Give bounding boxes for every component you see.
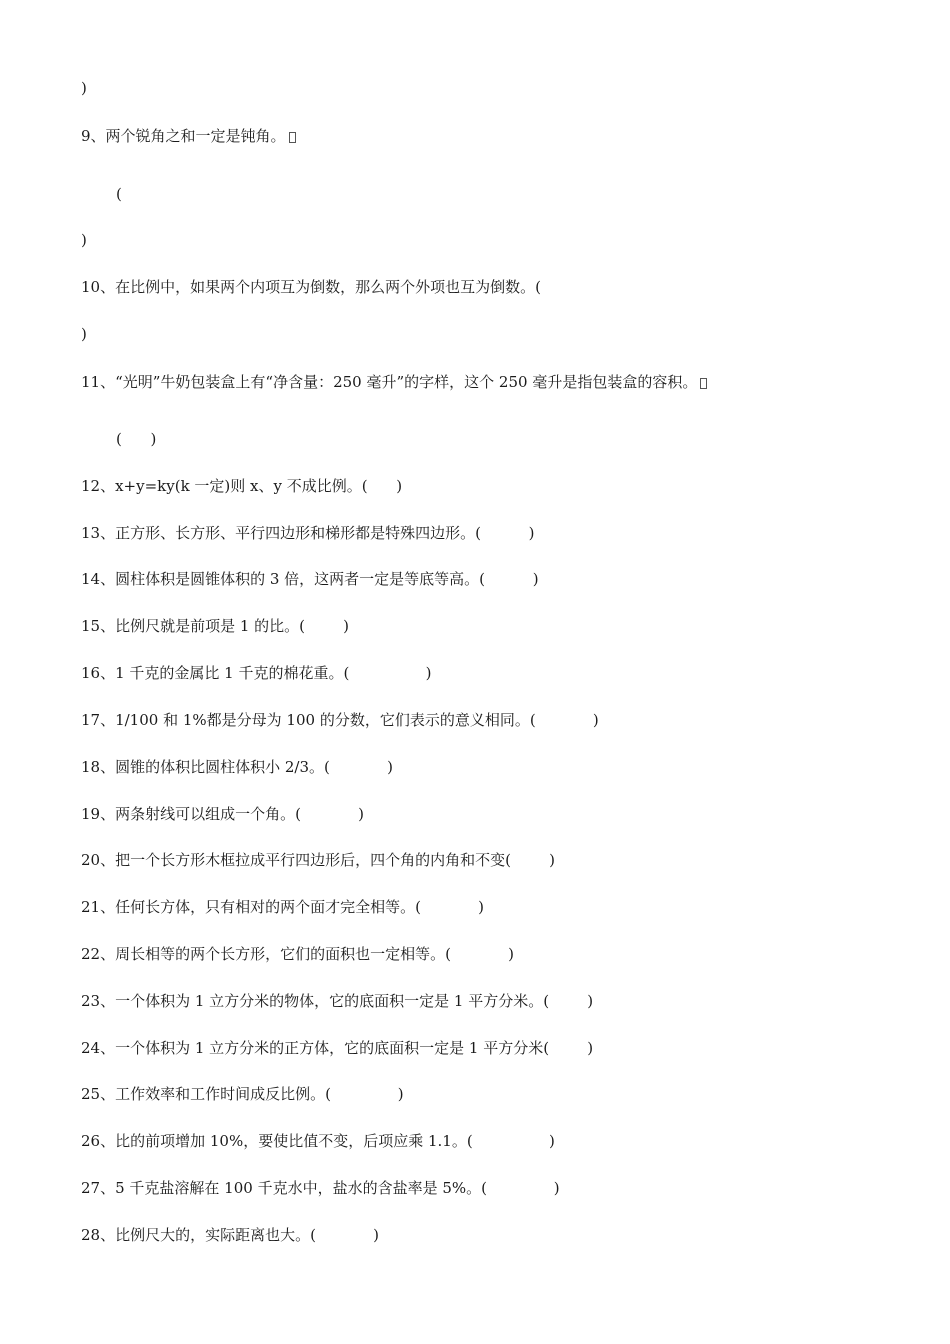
question-25: 25、工作效率和工作时间成反比例。( ) bbox=[81, 1085, 404, 1103]
question-16: 16、1 千克的金属比 1 千克的棉花重。( ) bbox=[81, 664, 432, 682]
question-17: 17、1/100 和 1%都是分母为 100 的分数，它们表示的意义相同。( ) bbox=[81, 711, 599, 729]
question-14: 14、圆柱体积是圆锥体积的 3 倍，这两者一定是等底等高。( ) bbox=[81, 570, 539, 588]
question-21: 21、任何长方体，只有相对的两个面才完全相等。( ) bbox=[81, 898, 485, 916]
answer-close-paren: ) bbox=[81, 231, 87, 249]
question-19: 19、两条射线可以组成一个角。( ) bbox=[81, 805, 365, 823]
question-11 bbox=[81, 372, 707, 392]
question-9 bbox=[81, 126, 296, 146]
question-text: 11、“光明”牛奶包装盒上有“净含量：250 毫升”的字样，这个 250 毫升是指包装盒的容积。 bbox=[81, 373, 698, 391]
answer-close-paren: ) bbox=[81, 79, 87, 97]
question-15: 15、比例尺就是前项是 1 的比。( ) bbox=[81, 617, 350, 635]
question-28: 28、比例尺大的，实际距离也大。( ) bbox=[81, 1226, 380, 1244]
question-18: 18、圆锥的体积比圆柱体积小 2/3。( ) bbox=[81, 758, 393, 776]
question-12: 12、x+y=ky(k 一定)则 x、y 不成比例。( ) bbox=[81, 477, 403, 495]
answer-open-paren: ( bbox=[116, 185, 122, 203]
question-10: 10、在比例中，如果两个内项互为倒数，那么两个外项也互为倒数。( bbox=[81, 278, 541, 296]
question-26: 26、比的前项增加 10%，要使比值不变，后项应乘 1.1。( ) bbox=[81, 1132, 555, 1150]
question-22: 22、周长相等的两个长方形，它们的面积也一定相等。( ) bbox=[81, 945, 515, 963]
question-13: 13、正方形、长方形、平行四边形和梯形都是特殊四边形。( ) bbox=[81, 524, 535, 542]
answer-parens: ( ) bbox=[116, 430, 157, 448]
question-23: 23、一个体积为 1 立方分米的物体，它的底面积一定是 1 平方分米。( ) bbox=[81, 992, 594, 1010]
missing-glyph-box-icon bbox=[700, 378, 707, 389]
question-24: 24、一个体积为 1 立方分米的正方体，它的底面积一定是 1 平方分米( ) bbox=[81, 1039, 594, 1057]
question-20: 20、把一个长方形木框拉成平行四边形后，四个角的内角和不变( ) bbox=[81, 851, 555, 869]
answer-close-paren: ) bbox=[81, 325, 87, 343]
question-text: 9、两个锐角之和一定是钝角。 bbox=[81, 127, 286, 145]
question-27: 27、5 千克盐溶解在 100 千克水中，盐水的含盐率是 5%。( ) bbox=[81, 1179, 560, 1197]
missing-glyph-box-icon bbox=[289, 132, 296, 143]
